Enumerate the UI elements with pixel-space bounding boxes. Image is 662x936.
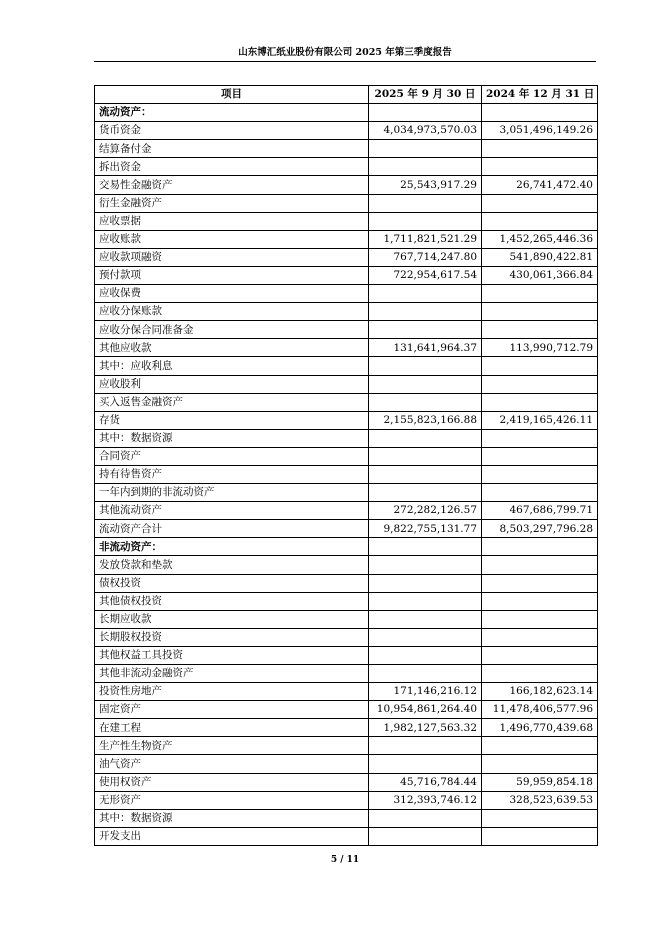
value-2024-12-31: 113,990,712.79 (482, 339, 598, 357)
value-2025-09-30 (369, 827, 482, 845)
table-row (95, 484, 598, 502)
row-label: 债权投资 (95, 574, 369, 592)
value-2025-09-30 (369, 737, 482, 755)
value-2025-09-30: 767,714,247.80 (369, 248, 482, 266)
value-2025-09-30 (369, 610, 482, 628)
table-row (95, 104, 598, 122)
value-2025-09-30: 2,155,823,166.88 (369, 411, 482, 429)
row-label: 其他债权投资 (95, 592, 369, 610)
value-2025-09-30 (369, 375, 482, 393)
row-label: 应收款项融资 (95, 248, 369, 266)
table-row (95, 592, 598, 610)
value-2025-09-30 (369, 628, 482, 646)
table-row (95, 212, 598, 230)
value-2024-12-31: 3,051,496,149.26 (482, 122, 598, 140)
table-row (95, 339, 598, 357)
row-label: 应收股利 (95, 375, 369, 393)
row-label: 一年内到期的非流动资产 (95, 484, 369, 502)
value-2024-12-31: 467,686,799.71 (482, 502, 598, 520)
row-label: 其他非流动金融资产 (95, 665, 369, 683)
row-label: 其他流动资产 (95, 502, 369, 520)
value-2024-12-31 (482, 285, 598, 303)
row-label: 交易性金融资产 (95, 176, 369, 194)
row-label: 生产性生物资产 (95, 737, 369, 755)
row-label: 合同资产 (95, 447, 369, 465)
value-2024-12-31 (482, 809, 598, 827)
table-row (95, 791, 598, 809)
value-2025-09-30 (369, 158, 482, 176)
value-2024-12-31 (482, 357, 598, 375)
row-label: 无形资产 (95, 791, 369, 809)
value-2024-12-31: 8,503,297,796.28 (482, 520, 598, 538)
table-row (95, 248, 598, 266)
table-row (95, 375, 598, 393)
column-header-2025-09-30: 2025 年 9 月 30 日 (369, 86, 482, 104)
row-label: 开发支出 (95, 827, 369, 845)
table-row (95, 429, 598, 447)
column-header-2024-12-31: 2024 年 12 月 31 日 (482, 86, 598, 104)
row-label: 衍生金融资产 (95, 194, 369, 212)
section-heading: 非流动资产： (95, 538, 369, 556)
value-2024-12-31: 166,182,623.14 (482, 683, 598, 701)
value-2025-09-30 (369, 447, 482, 465)
table-header-row (95, 86, 598, 104)
value-2024-12-31 (482, 393, 598, 411)
value-2025-09-30 (369, 285, 482, 303)
value-2025-09-30 (369, 809, 482, 827)
value-2025-09-30 (369, 646, 482, 664)
row-label: 油气资产 (95, 755, 369, 773)
value-2025-09-30 (369, 140, 482, 158)
table-row (95, 357, 598, 375)
value-2024-12-31 (482, 538, 598, 556)
value-2024-12-31 (482, 465, 598, 483)
value-2025-09-30 (369, 321, 482, 339)
value-2025-09-30 (369, 393, 482, 411)
report-header: 山东博汇纸业股份有限公司 2025 年第三季度报告 (238, 47, 452, 58)
value-2024-12-31 (482, 574, 598, 592)
table-row (95, 194, 598, 212)
value-2024-12-31 (482, 303, 598, 321)
row-label: 长期应收款 (95, 610, 369, 628)
value-2024-12-31 (482, 484, 598, 502)
value-2024-12-31: 430,061,366.84 (482, 266, 598, 284)
table-row (95, 158, 598, 176)
value-2025-09-30: 171,146,216.12 (369, 683, 482, 701)
table-row (95, 321, 598, 339)
table-row (95, 809, 598, 827)
value-2024-12-31 (482, 212, 598, 230)
value-2024-12-31 (482, 827, 598, 845)
value-2024-12-31: 1,452,265,446.36 (482, 230, 598, 248)
value-2024-12-31 (482, 628, 598, 646)
table-row (95, 520, 598, 538)
table-row (95, 266, 598, 284)
value-2025-09-30 (369, 303, 482, 321)
table-row (95, 719, 598, 737)
value-2025-09-30: 1,711,821,521.29 (369, 230, 482, 248)
table-row (95, 665, 598, 683)
column-header-item: 项目 (95, 86, 369, 104)
value-2025-09-30 (369, 465, 482, 483)
table-row (95, 230, 598, 248)
row-label: 应收票据 (95, 212, 369, 230)
section-heading: 流动资产： (95, 104, 369, 122)
value-2024-12-31 (482, 140, 598, 158)
row-label: 买入返售金融资产 (95, 393, 369, 411)
row-label: 固定资产 (95, 701, 369, 719)
table-row (95, 285, 598, 303)
value-2024-12-31 (482, 104, 598, 122)
value-2025-09-30 (369, 755, 482, 773)
table-row (95, 447, 598, 465)
table-row (95, 465, 598, 483)
value-2024-12-31 (482, 375, 598, 393)
value-2025-09-30 (369, 665, 482, 683)
row-label: 预付款项 (95, 266, 369, 284)
table-row (95, 737, 598, 755)
value-2024-12-31 (482, 429, 598, 447)
row-label: 应收账款 (95, 230, 369, 248)
table-row (95, 773, 598, 791)
balance-sheet-table (94, 85, 598, 846)
row-label: 其他应收款 (95, 339, 369, 357)
table-row (95, 411, 598, 429)
value-2024-12-31 (482, 755, 598, 773)
value-2025-09-30 (369, 194, 482, 212)
value-2024-12-31 (482, 737, 598, 755)
value-2025-09-30 (369, 592, 482, 610)
value-2025-09-30 (369, 574, 482, 592)
value-2024-12-31 (482, 447, 598, 465)
row-label: 在建工程 (95, 719, 369, 737)
value-2025-09-30 (369, 212, 482, 230)
value-2024-12-31: 1,496,770,439.68 (482, 719, 598, 737)
row-label: 其中：数据资源 (95, 429, 369, 447)
table-row (95, 628, 598, 646)
value-2025-09-30: 1,982,127,563.32 (369, 719, 482, 737)
row-label: 长期股权投资 (95, 628, 369, 646)
table-row (95, 140, 598, 158)
value-2024-12-31: 26,741,472.40 (482, 176, 598, 194)
table-row (95, 303, 598, 321)
table-row (95, 556, 598, 574)
row-label: 存货 (95, 411, 369, 429)
row-label: 应收保费 (95, 285, 369, 303)
row-label: 应收分保账款 (95, 303, 369, 321)
value-2025-09-30: 4,034,973,570.03 (369, 122, 482, 140)
table-row (95, 701, 598, 719)
value-2024-12-31 (482, 158, 598, 176)
table-row (95, 393, 598, 411)
row-label: 其他权益工具投资 (95, 646, 369, 664)
row-label: 货币资金 (95, 122, 369, 140)
value-2024-12-31 (482, 194, 598, 212)
value-2025-09-30 (369, 538, 482, 556)
row-label: 流动资产合计 (95, 520, 369, 538)
value-2025-09-30 (369, 429, 482, 447)
value-2024-12-31 (482, 556, 598, 574)
table-row (95, 502, 598, 520)
table-row (95, 122, 598, 140)
value-2025-09-30: 10,954,861,264.40 (369, 701, 482, 719)
row-label: 投资性房地产 (95, 683, 369, 701)
value-2024-12-31 (482, 665, 598, 683)
row-label: 发放贷款和垫款 (95, 556, 369, 574)
value-2024-12-31: 11,478,406,577.96 (482, 701, 598, 719)
value-2025-09-30: 9,822,755,131.77 (369, 520, 482, 538)
value-2025-09-30 (369, 104, 482, 122)
table-row (95, 646, 598, 664)
value-2024-12-31: 59,959,854.18 (482, 773, 598, 791)
table-row (95, 176, 598, 194)
table-row (95, 538, 598, 556)
value-2025-09-30 (369, 357, 482, 375)
value-2024-12-31: 328,523,639.53 (482, 791, 598, 809)
header-rule (94, 61, 596, 62)
row-label: 使用权资产 (95, 773, 369, 791)
row-label: 其中：数据资源 (95, 809, 369, 827)
table-row (95, 574, 598, 592)
row-label: 拆出资金 (95, 158, 369, 176)
value-2024-12-31 (482, 592, 598, 610)
value-2024-12-31 (482, 321, 598, 339)
table-row (95, 827, 598, 845)
value-2025-09-30: 272,282,126.57 (369, 502, 482, 520)
table-row (95, 755, 598, 773)
value-2025-09-30: 45,716,784.44 (369, 773, 482, 791)
row-label: 持有待售资产 (95, 465, 369, 483)
value-2024-12-31 (482, 610, 598, 628)
table-row (95, 683, 598, 701)
row-label: 其中：应收利息 (95, 357, 369, 375)
value-2025-09-30: 25,543,917.29 (369, 176, 482, 194)
value-2024-12-31: 2,419,165,426.11 (482, 411, 598, 429)
value-2025-09-30 (369, 556, 482, 574)
value-2024-12-31 (482, 646, 598, 664)
value-2025-09-30 (369, 484, 482, 502)
value-2025-09-30: 722,954,617.54 (369, 266, 482, 284)
value-2024-12-31: 541,890,422.81 (482, 248, 598, 266)
row-label: 应收分保合同准备金 (95, 321, 369, 339)
value-2025-09-30: 312,393,746.12 (369, 791, 482, 809)
table-row (95, 610, 598, 628)
value-2025-09-30: 131,641,964.37 (369, 339, 482, 357)
row-label: 结算备付金 (95, 140, 369, 158)
page-number: 5 / 11 (330, 855, 360, 865)
